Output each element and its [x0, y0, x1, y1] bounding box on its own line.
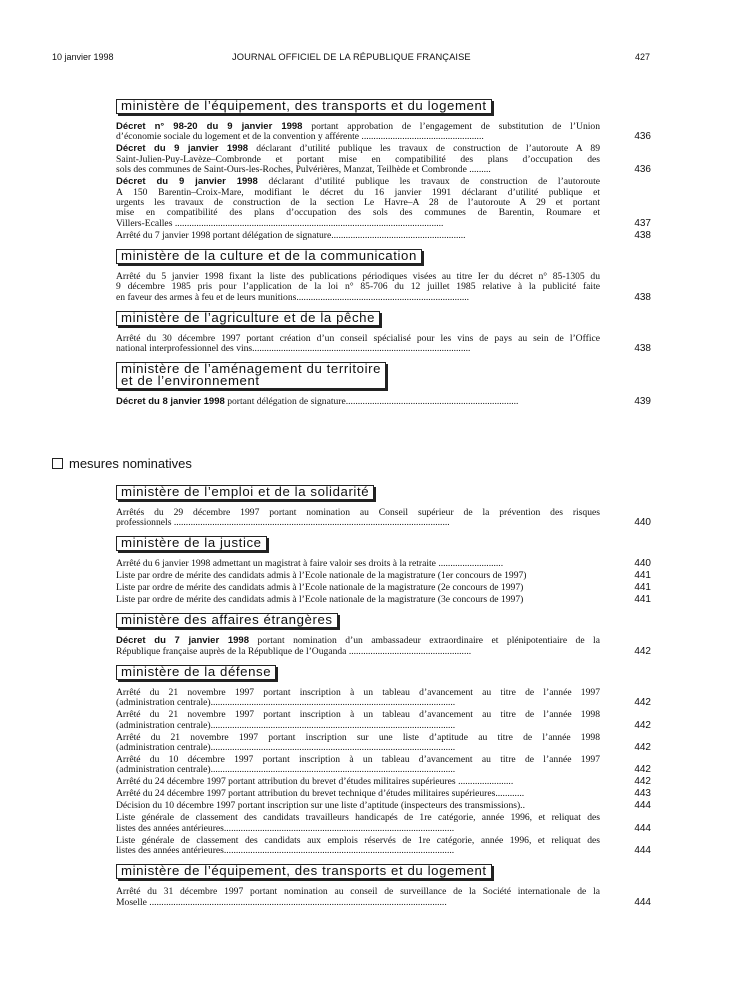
entry-line	[116, 846, 600, 856]
entry-line-text: Arrêté du 7 janvier 1998 portant délégation de signature........................................................	[116, 229, 466, 241]
page-header	[52, 52, 650, 66]
entry-line-text: listes des années antérieures................................................................................................	[116, 822, 455, 834]
toc-entry[interactable]	[116, 508, 651, 529]
ministry-heading: ministère de l’agriculture et de la pêche	[116, 311, 380, 326]
ministry-block	[116, 659, 651, 857]
entry-line	[116, 698, 600, 708]
entry-lead: Décret du 7 janvier 1998	[116, 635, 249, 647]
toc-entry[interactable]	[116, 636, 651, 657]
toc-entry[interactable]	[116, 887, 651, 908]
summary-part-one	[116, 93, 651, 409]
toc-entry[interactable]	[116, 710, 651, 731]
header-date: 10 janvier 1998	[52, 52, 114, 62]
entry-lead: Décret du 9 janvier 1998	[116, 176, 258, 188]
entry-text	[116, 789, 600, 799]
entry-text	[116, 836, 600, 857]
entry-text	[116, 595, 600, 605]
entry-line	[116, 518, 600, 528]
entry-text	[116, 177, 600, 229]
entry-line-text: Arrêté du 21 novembre 1997 portant inscription à un tableau d’avancement au titre de l’année 1997	[116, 686, 600, 698]
entry-page-number: 442	[634, 645, 651, 657]
entry-line-text: Arrêté du 10 décembre 1997 portant inscription à un tableau d’avancement au titre de l’année 1997	[116, 754, 600, 766]
toc-entry[interactable]	[116, 397, 651, 407]
ministry-heading: ministère de la défense	[116, 665, 276, 680]
entry-page-number: 440	[634, 558, 651, 570]
entry-text	[116, 813, 600, 834]
entry-line-text: A 150 Barentin–Croix-Mare, modifiant le décret du 16 janvier 1991 déclarant d’utilité publique et	[116, 186, 600, 198]
entry-line-text: Arrêté du 21 novembre 1997 portant inscription sur une liste d’aptitude au titre de l’année 1998	[116, 731, 600, 743]
entry-line	[116, 397, 600, 407]
entry-line	[116, 219, 600, 229]
entry-text	[116, 887, 600, 908]
entry-page-number: 441	[634, 570, 651, 582]
entry-page-number: 440	[634, 517, 651, 529]
toc-entry[interactable]	[116, 595, 651, 605]
toc-entry[interactable]	[116, 733, 651, 754]
entry-text	[116, 334, 600, 355]
entry-line	[116, 165, 600, 175]
entry-line-text: en faveur des armes à feu et de leurs munitions........................................................................	[116, 291, 470, 303]
entry-page-number: 442	[634, 742, 651, 754]
entry-line	[116, 595, 600, 605]
entry-page-number: 442	[634, 764, 651, 776]
entry-line-text: Arrêté du 24 décembre 1997 portant attribution du brevet d’études militaires supérieures .......................	[116, 776, 514, 788]
entry-page-number: 441	[634, 582, 651, 594]
entry-text	[116, 636, 600, 657]
toc-entry[interactable]	[116, 755, 651, 776]
entry-line-text: Décision du 10 décembre 1997 portant inscription sur une liste d’aptitude (inspecteurs des transmissions)..	[116, 800, 525, 812]
entry-line-text: urgents les travaux de construction de la section Le Havre–A 28 de l’autoroute A 29 et portant	[116, 197, 600, 209]
entry-line-text: Arrêté du 24 décembre 1997 portant attribution du brevet technique d’études militaires supérieures............	[116, 788, 525, 800]
entry-text	[116, 571, 600, 581]
entry-line-text: d’économie sociale du logement et de la convention y afférente ...................................................	[116, 131, 484, 143]
entry-line-text: portant approbation de l’engagement de substitution de l’Union	[311, 121, 600, 132]
entry-text	[116, 733, 600, 754]
entry-line-text: Villers-Ecalles ................................................................................................................	[116, 217, 444, 229]
entry-text	[116, 272, 600, 303]
entry-page-number: 438	[634, 229, 651, 241]
entry-page-number: 442	[634, 776, 651, 788]
ministry-block	[116, 93, 651, 241]
entry-text	[116, 559, 600, 569]
ministry-block	[116, 858, 651, 908]
toc-entry[interactable]	[116, 583, 651, 593]
entry-line-text: déclarant d’utilité publique les travaux de construction de l’autoroute	[268, 176, 600, 188]
entry-line-text: Arrêté du 5 janvier 1998 fixant la liste des publications périodiques visées au titre Ier du décret n° 85-1305 du	[116, 270, 600, 282]
entry-line	[116, 824, 600, 834]
entry-text	[116, 397, 600, 407]
entry-page-number: 437	[634, 217, 651, 229]
header-journal-title: JOURNAL OFFICIEL DE LA RÉPUBLIQUE FRANÇAISE	[232, 52, 471, 62]
entry-line-text: portant délégation de signature........................................................................	[227, 396, 519, 408]
entry-text	[116, 508, 600, 529]
ministry-heading: ministère de l’aménagement du territoire et de l’environnement	[116, 362, 386, 389]
entry-text	[116, 801, 600, 811]
toc-entry[interactable]	[116, 144, 651, 175]
toc-entry[interactable]	[116, 272, 651, 303]
entry-line-text: sols des communes de Saint-Ours-les-Roches, Pulvérières, Manzat, Teilhède et Combronde .........	[116, 164, 491, 176]
ministry-heading: ministère de la justice	[116, 536, 267, 551]
entry-line	[116, 789, 600, 799]
entry-lead: Décret du 8 janvier 1998	[116, 396, 225, 408]
entry-text	[116, 710, 600, 731]
entry-line-text: portant nomination d’un ambassadeur extraordinaire et plénipotentiaire de la	[257, 635, 600, 647]
header-page-number: 427	[634, 52, 650, 62]
ministry-block	[116, 530, 651, 605]
ministry-heading: ministère des affaires étrangères	[116, 613, 338, 628]
entry-text	[116, 231, 600, 241]
entry-line-text: Arrêtés du 29 décembre 1997 portant nomination au Conseil supérieur de la prévention des risques	[116, 507, 600, 518]
toc-entry[interactable]	[116, 334, 651, 355]
entry-lead: Décret n° 98-20 du 9 janvier 1998	[116, 121, 303, 132]
entry-line-text: national interprofessionnel des vins...........................................................................................	[116, 343, 471, 355]
section-mesures-nominatives	[52, 456, 192, 471]
entry-text	[116, 777, 600, 787]
ministry-block	[116, 479, 651, 529]
toc-entry[interactable]	[116, 789, 651, 799]
entry-line-text: professionnels ...................................................................................................................	[116, 517, 450, 529]
ministry-block	[116, 607, 651, 657]
entry-page-number: 442	[634, 719, 651, 731]
entry-page-number: 443	[634, 788, 651, 800]
entry-line-text: Liste générale de classement des candidats travailleurs handicapés de 1re catégorie, année 1996, et reliquat des	[116, 812, 600, 824]
entry-page-number: 441	[634, 594, 651, 606]
toc-entry[interactable]	[116, 559, 651, 569]
entry-line-text: République française auprès de la République de l’Ouganda ...................................................	[116, 645, 472, 657]
entry-page-number: 444	[634, 822, 651, 834]
entry-page-number: 442	[634, 697, 651, 709]
entry-text	[116, 755, 600, 776]
entry-line-text: 9 décembre 1985 pris pour l’application de la loi n° 85-706 du 12 juillet 1985 relative à la publicité faite	[116, 281, 600, 293]
entry-line	[116, 559, 600, 569]
entry-line	[116, 132, 600, 142]
entry-line	[116, 898, 600, 908]
entry-line	[116, 743, 600, 753]
entry-line	[116, 344, 600, 354]
entry-line-text: (administration centrale)......................................................................................................	[116, 742, 456, 754]
entry-line	[116, 571, 600, 581]
entry-text	[116, 144, 600, 175]
entry-page-number: 438	[634, 343, 651, 355]
entry-line	[116, 293, 600, 303]
entry-line-text: Arrêté du 30 décembre 1997 portant création d’un conseil spécialisé pour les vins de pays au sein de l’Office	[116, 332, 600, 344]
entry-line-text: Moselle ............................................................................................................................	[116, 896, 447, 908]
entry-page-number: 436	[634, 164, 651, 176]
toc-entry[interactable]	[116, 177, 651, 229]
entry-line-text: Arrêté du 6 janvier 1998 admettant un magistrat à faire valoir ses droits à la retraite ...........................	[116, 558, 504, 570]
ministry-heading: ministère de l’équipement, des transports et du logement	[116, 864, 492, 879]
entry-line	[116, 721, 600, 731]
entry-line-text: (administration centrale)......................................................................................................	[116, 719, 456, 731]
ministry-block	[116, 305, 651, 355]
toc-entry[interactable]	[116, 813, 651, 834]
entry-line-text: mise en compatibilité des plans d’occupation des sols des communes de Barentin, Roumare et	[116, 207, 600, 219]
entry-text	[116, 583, 600, 593]
entry-page-number: 436	[634, 131, 651, 143]
entry-line-text: Liste générale de classement des candidats aux emplois réservés de 1re catégorie, année 1996, et reliquat des	[116, 834, 600, 846]
entry-lead: Décret du 9 janvier 1998	[116, 143, 249, 155]
entry-page-number: 439	[634, 396, 651, 408]
ministry-block	[116, 243, 651, 303]
ministry-block	[116, 356, 651, 407]
entry-page-number: 444	[634, 845, 651, 857]
ministry-heading: ministère de l’équipement, des transports et du logement	[116, 99, 492, 114]
toc-entry[interactable]	[116, 231, 651, 241]
entry-line	[116, 777, 600, 787]
ministry-heading: ministère de la culture et de la communication	[116, 249, 422, 264]
ministry-heading: ministère de l’emploi et de la solidarité	[116, 485, 374, 500]
entry-line-text: (administration centrale)......................................................................................................	[116, 764, 456, 776]
entry-text	[116, 122, 600, 143]
entry-line	[116, 765, 600, 775]
entry-line	[116, 231, 600, 241]
checkbox-square-icon	[52, 458, 63, 469]
entry-line-text: Saint-Julien-Puy-Lavèze–Combronde et portant mise en compatibilité des plans d’occupation des	[116, 153, 600, 165]
entry-line-text: (administration centrale)......................................................................................................	[116, 697, 456, 709]
summary-part-two	[116, 479, 651, 910]
entry-line	[116, 583, 600, 593]
toc-entry[interactable]	[116, 777, 651, 787]
entry-line-text: Arrêté du 31 décembre 1997 portant nomination au conseil de surveillance de la Société internationale de la	[116, 886, 600, 898]
entry-line-text: Liste par ordre de mérite des candidats admis à l’Ecole nationale de la magistrature (2e concours de 1997)	[116, 582, 524, 594]
entry-line	[116, 801, 600, 811]
toc-entry[interactable]	[116, 571, 651, 581]
entry-line-text: Liste par ordre de mérite des candidats admis à l’Ecole nationale de la magistrature (1er concours de 1997)	[116, 570, 527, 582]
entry-line	[116, 647, 600, 657]
entry-page-number: 444	[634, 800, 651, 812]
toc-entry[interactable]	[116, 836, 651, 857]
toc-entry[interactable]	[116, 688, 651, 709]
entry-text	[116, 688, 600, 709]
section-title-text: mesures nominatives	[69, 456, 192, 471]
toc-entry[interactable]	[116, 122, 651, 143]
toc-entry[interactable]	[116, 801, 651, 811]
entry-page-number: 444	[634, 896, 651, 908]
entry-line-text: déclarant d’utilité publique les travaux de construction de l’autoroute A 89	[256, 143, 600, 155]
entry-line-text: listes des années antérieures................................................................................................	[116, 845, 455, 857]
entry-line-text: Arrêté du 21 novembre 1997 portant inscription à un tableau d’avancement au titre de l’année 1998	[116, 709, 600, 721]
entry-line-text: Liste par ordre de mérite des candidats admis à l’Ecole nationale de la magistrature (3e concours de 1997)	[116, 594, 524, 606]
entry-page-number: 438	[634, 291, 651, 303]
